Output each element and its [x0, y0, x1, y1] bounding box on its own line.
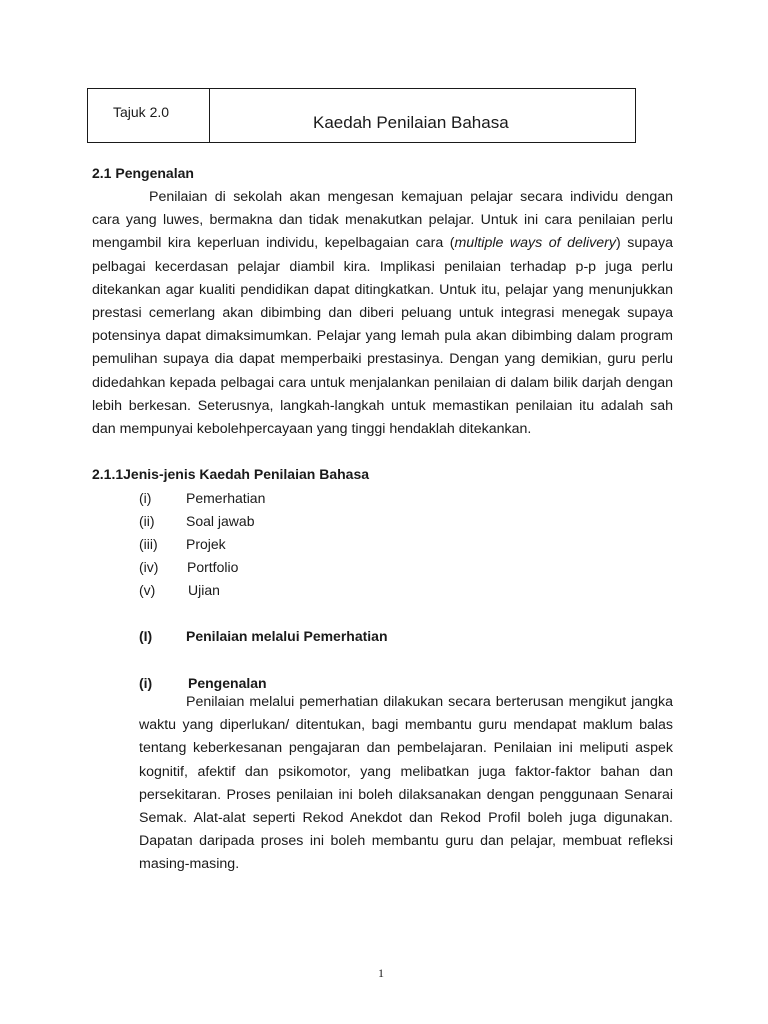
list-item-text: Pemerhatian: [186, 490, 266, 506]
list-item-number: (iv): [139, 559, 159, 575]
title-box: [87, 88, 636, 143]
page-number: 1: [378, 966, 384, 980]
section-heading-2-1: 2.1 Pengenalan: [92, 165, 194, 181]
subsection-i-text: Penilaian melalui pemerhatian dilakukan secara berterusan mengikut jangka waktu yang diperlukan/ ditentukan, bagi membantu guru mendapat maklum balas tentang keberkesanan pengajaran dan pembelajaran. Penilaian ini meliputi aspek kognitif, afektif dan psikomotor, yang melibatkan juga faktor-faktor bahan dan persekitaran. Proses penilaian ini boleh dilaksanakan dengan penggunaan Senarai Semak. Alat-alat seperti Rekod Anekdot dan Rekod Profil boleh juga digunakan. Dapatan daripada proses ini boleh membantu guru dan pelajar, membuat refleksi masing-masing.: [139, 694, 673, 873]
section-heading-I: Penilaian melalui Pemerhatian: [186, 628, 388, 644]
subsection-i-paragraph: [139, 691, 673, 877]
list-item-number: (ii): [139, 513, 155, 529]
list-item-text: Projek: [186, 536, 226, 552]
list-item-number: (iii): [139, 536, 158, 552]
list-item-number: (v): [139, 582, 156, 598]
title-label-cell: [88, 89, 210, 142]
list-item-text: Portfolio: [187, 559, 239, 575]
section-number-I: (I): [139, 628, 153, 644]
list-item-text: Ujian: [188, 582, 220, 598]
page-title: Kaedah Penilaian Bahasa: [313, 113, 509, 132]
list-item-number: (i): [139, 490, 152, 506]
title-cell: [210, 89, 635, 142]
title-label: Tajuk 2.0: [113, 104, 170, 120]
list-item-text: Soal jawab: [186, 513, 255, 529]
paragraph-text-part1: Penilaian di sekolah akan mengesan kemajuan pelajar secara individu dengan cara yang luwes, bermakna dan tidak menakutkan pelajar. Untuk ini cara penilaian perlu mengambil kira keperluan individu, kepelbagaian cara (: [92, 189, 673, 252]
section-2-1-paragraph: [92, 186, 673, 441]
paragraph-text-part2: ) supaya pelbagai kecerdasan pelajar diambil kira. Implikasi penilaian terhadap p-p juga perlu ditekankan agar kualiti pendidikan dapat ditingkatkan. Untuk itu, pelajar yang menunjukkan prestasi cemerlang akan dibimbing dan diberi peluang untuk integrasi menegak supaya potensinya dapat dimaksimumkan. Pelajar yang lemah pula akan dibimbing dalam program pemulihan supaya dia dapat memperbaiki prestasinya. Dengan yang demikian, guru perlu didedahkan kepada pelbagai cara untuk menjalankan penilaian di dalam bilik darjah dengan lebih berkesan. Seterusnya, langkah-langkah untuk memastikan penilaian itu adalah sah dan mempunyai kebolehpercayaan yang tinggi hendaklah ditekankan.: [92, 235, 673, 438]
subsection-heading-i: Pengenalan: [188, 675, 267, 691]
paragraph-emphasis: multiple ways of delivery: [454, 235, 616, 252]
section-heading-2-1-1: 2.1.1Jenis-jenis Kaedah Penilaian Bahasa: [92, 466, 370, 482]
subsection-number-i: (i): [139, 675, 153, 691]
